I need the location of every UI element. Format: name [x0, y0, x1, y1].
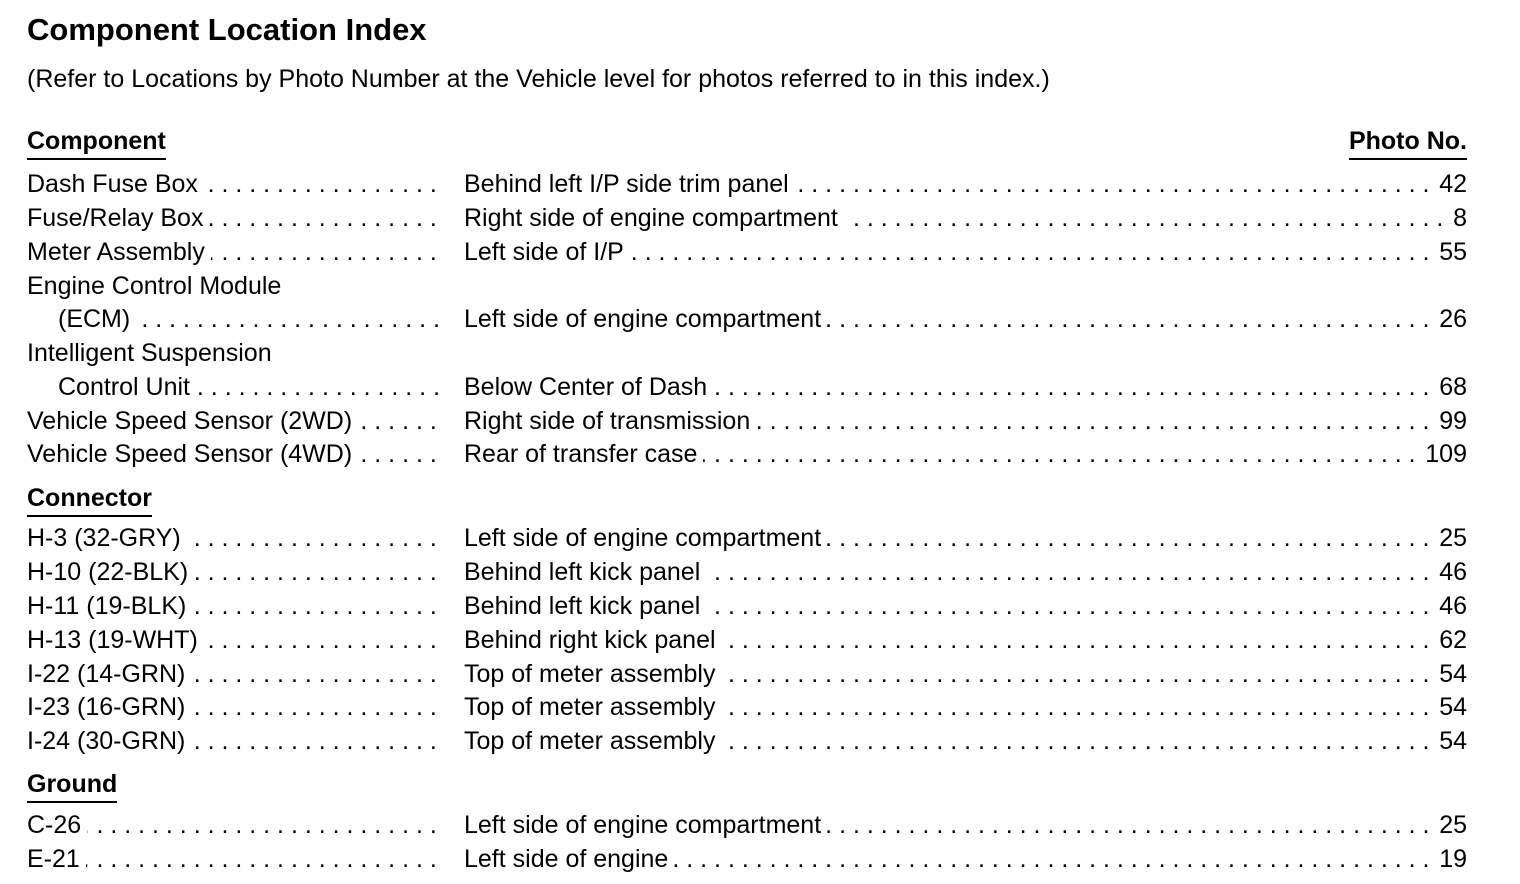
name-cell [27, 808, 445, 842]
page-title: Component Location Index [27, 12, 427, 47]
photo-number: 25 [1433, 521, 1467, 555]
connector-name: H-3 (32-GRY) [27, 524, 187, 552]
photo-number: 54 [1433, 690, 1467, 724]
table-row [27, 437, 1467, 471]
location-cell [464, 724, 1467, 758]
name-cell [27, 235, 445, 269]
photo-number: 54 [1433, 657, 1467, 691]
component-name: Meter Assembly [27, 238, 211, 266]
component-name: Intelligent Suspension [27, 339, 278, 367]
table-row [27, 657, 1467, 691]
component-location: Right side of transmission [464, 407, 756, 435]
photo-number: 42 [1433, 167, 1467, 201]
component-location: Below Center of Dash [464, 373, 713, 401]
table-row [27, 623, 1467, 657]
table-row [27, 201, 1467, 235]
location-cell [464, 808, 1467, 842]
ground-header: Ground [27, 769, 117, 803]
location-cell [464, 201, 1467, 235]
location-cell [464, 589, 1467, 623]
component-name: Vehicle Speed Sensor (4WD) [27, 440, 358, 468]
location-cell [464, 235, 1467, 269]
location-cell [464, 842, 1467, 876]
page-subtitle: (Refer to Locations by Photo Number at the Vehicle level for photos referred to in this index.) [27, 65, 1050, 93]
dot-leader [27, 842, 445, 876]
connector-location: Top of meter assembly [464, 693, 722, 721]
connector-location: Behind left kick panel [464, 592, 706, 620]
ground-location: Left side of engine compartment [464, 811, 827, 839]
component-name: Dash Fuse Box [27, 170, 204, 198]
name-cell [58, 302, 445, 336]
location-cell [464, 167, 1467, 201]
location-cell [464, 437, 1467, 471]
connector-location: Behind left kick panel [464, 558, 706, 586]
component-location-index [27, 0, 1467, 884]
connector-name: I-24 (30-GRN) [27, 727, 191, 755]
connector-location: Top of meter assembly [464, 727, 722, 755]
name-cell [27, 657, 445, 691]
photo-number: 26 [1433, 302, 1467, 336]
name-cell [27, 589, 445, 623]
table-row-label [27, 336, 1467, 370]
name-cell [27, 404, 445, 438]
name-cell [27, 690, 445, 724]
dot-leader [27, 808, 445, 842]
table-row [27, 555, 1467, 589]
name-cell [27, 437, 445, 471]
photo-number: 109 [1419, 437, 1467, 471]
photo-number: 55 [1433, 235, 1467, 269]
component-name: Engine Control Module [27, 272, 287, 300]
component-name-continued: (ECM) [58, 305, 136, 333]
table-row [27, 724, 1467, 758]
name-cell [27, 167, 445, 201]
connector-name: H-11 (19-BLK) [27, 592, 192, 620]
table-row [27, 370, 1467, 404]
table-row [27, 302, 1467, 336]
table-row [27, 167, 1467, 201]
component-name: Vehicle Speed Sensor (2WD) [27, 407, 358, 435]
name-cell [27, 336, 445, 370]
connector-header: Connector [27, 483, 152, 517]
photo-number: 46 [1433, 555, 1467, 589]
photo-number: 62 [1433, 623, 1467, 657]
ground-name: E-21 [27, 845, 86, 873]
table-row [27, 842, 1467, 876]
photo-number: 54 [1433, 724, 1467, 758]
component-location: Right side of engine compartment [464, 204, 844, 232]
connector-name: H-13 (19-WHT) [27, 626, 204, 654]
location-cell [464, 302, 1467, 336]
location-cell [464, 657, 1467, 691]
component-location: Behind left I/P side trim panel [464, 170, 795, 198]
component-location: Rear of transfer case [464, 440, 703, 468]
table-row-label [27, 269, 1467, 303]
component-name: Fuse/Relay Box [27, 204, 209, 232]
photo-no-header: Photo No. [1349, 126, 1467, 160]
location-cell [464, 555, 1467, 589]
connector-name: I-22 (14-GRN) [27, 660, 191, 688]
component-name-continued: Control Unit [58, 373, 196, 401]
location-cell [464, 623, 1467, 657]
name-cell [27, 724, 445, 758]
ground-location: Left side of engine [464, 845, 674, 873]
photo-number: 8 [1447, 201, 1467, 235]
location-cell [464, 521, 1467, 555]
name-cell [27, 623, 445, 657]
photo-number: 46 [1433, 589, 1467, 623]
component-location: Left side of engine compartment [464, 305, 827, 333]
connector-name: H-10 (22-BLK) [27, 558, 194, 586]
connector-location: Top of meter assembly [464, 660, 722, 688]
location-cell [464, 690, 1467, 724]
location-cell [464, 370, 1467, 404]
component-header: Component [27, 126, 166, 160]
photo-number: 19 [1433, 842, 1467, 876]
table-row [27, 589, 1467, 623]
connector-location: Left side of engine compartment [464, 524, 827, 552]
connector-location: Behind right kick panel [464, 626, 722, 654]
name-cell [27, 521, 445, 555]
name-cell [58, 370, 445, 404]
connector-name: I-23 (16-GRN) [27, 693, 191, 721]
name-cell [27, 269, 445, 303]
photo-number: 68 [1433, 370, 1467, 404]
table-row [27, 690, 1467, 724]
table-row [27, 235, 1467, 269]
table-row [27, 808, 1467, 842]
photo-number: 25 [1433, 808, 1467, 842]
name-cell [27, 201, 445, 235]
ground-name: C-26 [27, 811, 87, 839]
location-cell [464, 404, 1467, 438]
table-row [27, 404, 1467, 438]
name-cell [27, 842, 445, 876]
name-cell [27, 555, 445, 589]
table-row [27, 521, 1467, 555]
photo-number: 99 [1433, 404, 1467, 438]
component-location: Left side of I/P [464, 238, 630, 266]
